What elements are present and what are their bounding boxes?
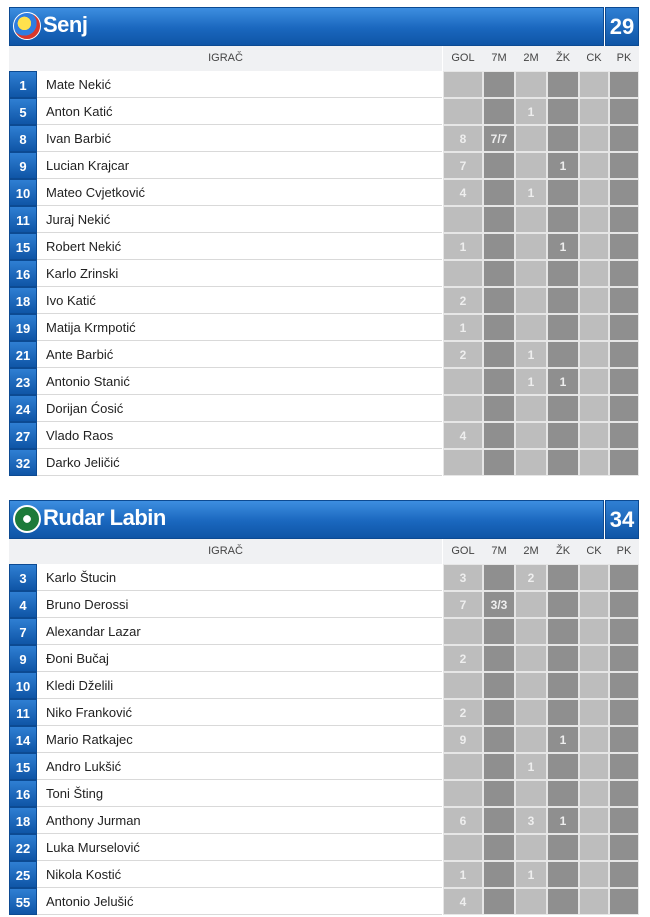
player-name[interactable]: Kledi Dželili	[37, 672, 442, 699]
stat-7m	[483, 206, 515, 233]
player-name[interactable]: Mateo Cvjetković	[37, 179, 442, 206]
player-row[interactable]	[9, 152, 639, 179]
stat-red-card	[579, 753, 609, 780]
player-row[interactable]	[9, 807, 639, 834]
stat-red-card	[579, 98, 609, 125]
column-header-yellow-card: ŽK	[547, 539, 579, 564]
player-number: 8	[9, 125, 37, 152]
stat-red-card	[579, 888, 609, 915]
stat-red-card	[579, 71, 609, 98]
stat-yellow-card	[547, 314, 579, 341]
player-number: 7	[9, 618, 37, 645]
stat-pk	[609, 726, 639, 753]
stat-goals	[443, 260, 483, 287]
stat-2m: 1	[515, 341, 547, 368]
player-name[interactable]: Luka Murselović	[37, 834, 442, 861]
stat-yellow-card	[547, 699, 579, 726]
stat-pk	[609, 861, 639, 888]
player-row[interactable]	[9, 591, 639, 618]
column-header-player: IGRAČ	[9, 539, 442, 564]
stat-goals	[443, 368, 483, 395]
stat-yellow-card	[547, 422, 579, 449]
stat-red-card	[579, 341, 609, 368]
player-row[interactable]	[9, 672, 639, 699]
stat-2m	[515, 699, 547, 726]
stat-7m	[483, 71, 515, 98]
player-number: 10	[9, 179, 37, 206]
stat-red-card	[579, 645, 609, 672]
stat-goals: 7	[443, 591, 483, 618]
stat-7m	[483, 564, 515, 591]
stat-7m	[483, 645, 515, 672]
player-name[interactable]: Ivan Barbić	[37, 125, 442, 152]
player-number: 16	[9, 780, 37, 807]
player-row[interactable]	[9, 287, 639, 314]
stat-7m	[483, 233, 515, 260]
player-name[interactable]: Karlo Zrinski	[37, 260, 442, 287]
stat-goals	[443, 71, 483, 98]
team-section-senj	[9, 7, 639, 471]
player-number: 24	[9, 395, 37, 422]
stat-red-card	[579, 395, 609, 422]
stat-pk	[609, 233, 639, 260]
stat-red-card	[579, 807, 609, 834]
stat-7m	[483, 152, 515, 179]
team-name: Senj	[43, 12, 88, 37]
stat-red-card	[579, 780, 609, 807]
player-name[interactable]: Bruno Derossi	[37, 591, 442, 618]
stat-7m	[483, 888, 515, 915]
stat-2m	[515, 233, 547, 260]
stat-yellow-card: 1	[547, 233, 579, 260]
stat-red-card	[579, 206, 609, 233]
stat-goals: 4	[443, 888, 483, 915]
player-row[interactable]	[9, 780, 639, 807]
stat-pk	[609, 834, 639, 861]
stat-pk	[609, 672, 639, 699]
team-banner	[9, 7, 639, 46]
stat-2m: 2	[515, 564, 547, 591]
player-row[interactable]	[9, 861, 639, 888]
stat-pk	[609, 341, 639, 368]
stat-2m	[515, 152, 547, 179]
stat-2m	[515, 206, 547, 233]
stat-red-card	[579, 834, 609, 861]
stat-pk	[609, 179, 639, 206]
stat-yellow-card	[547, 834, 579, 861]
stat-pk	[609, 780, 639, 807]
stat-2m	[515, 780, 547, 807]
stat-7m	[483, 179, 515, 206]
column-header-yellow-card: ŽK	[547, 46, 579, 71]
stat-red-card	[579, 726, 609, 753]
stat-goals: 4	[443, 179, 483, 206]
stat-red-card	[579, 699, 609, 726]
stat-red-card	[579, 861, 609, 888]
stat-7m: 7/7	[483, 125, 515, 152]
column-header-pk: PK	[609, 539, 639, 564]
stat-goals: 2	[443, 287, 483, 314]
stat-7m	[483, 834, 515, 861]
player-row[interactable]	[9, 395, 639, 422]
stat-7m	[483, 341, 515, 368]
club-crest-icon	[13, 12, 41, 40]
player-number: 18	[9, 287, 37, 314]
player-row[interactable]	[9, 368, 639, 395]
player-name[interactable]: Đoni Bučaj	[37, 645, 442, 672]
column-header-7m: 7M	[483, 539, 515, 564]
stat-7m	[483, 861, 515, 888]
stat-goals: 9	[443, 726, 483, 753]
stat-goals	[443, 834, 483, 861]
stat-yellow-card	[547, 618, 579, 645]
stat-yellow-card	[547, 125, 579, 152]
team-name: Rudar Labin	[43, 505, 166, 530]
player-number: 4	[9, 591, 37, 618]
stat-pk	[609, 152, 639, 179]
stat-7m	[483, 699, 515, 726]
player-number: 21	[9, 341, 37, 368]
player-name[interactable]: Mario Ratkajec	[37, 726, 442, 753]
player-number: 15	[9, 753, 37, 780]
stat-7m	[483, 422, 515, 449]
stat-pk	[609, 314, 639, 341]
stat-7m	[483, 753, 515, 780]
stat-red-card	[579, 591, 609, 618]
player-row[interactable]	[9, 564, 639, 591]
stat-2m	[515, 645, 547, 672]
stat-pk	[609, 888, 639, 915]
stat-7m: 3/3	[483, 591, 515, 618]
stat-goals: 7	[443, 152, 483, 179]
stat-goals	[443, 672, 483, 699]
player-name[interactable]: Anton Katić	[37, 98, 442, 125]
player-number: 27	[9, 422, 37, 449]
stat-goals: 2	[443, 699, 483, 726]
player-number: 19	[9, 314, 37, 341]
player-number: 14	[9, 726, 37, 753]
stat-pk	[609, 98, 639, 125]
player-number: 22	[9, 834, 37, 861]
stat-2m	[515, 422, 547, 449]
team-banner	[9, 500, 639, 539]
player-number: 10	[9, 672, 37, 699]
team-section-rudar-labin	[9, 500, 639, 910]
stat-red-card	[579, 422, 609, 449]
stat-2m	[515, 287, 547, 314]
stat-goals	[443, 98, 483, 125]
stat-pk	[609, 753, 639, 780]
player-row[interactable]	[9, 645, 639, 672]
stat-red-card	[579, 152, 609, 179]
stat-goals: 6	[443, 807, 483, 834]
stat-2m	[515, 71, 547, 98]
stat-yellow-card: 1	[547, 368, 579, 395]
stat-yellow-card	[547, 645, 579, 672]
player-name[interactable]: Antonio Jelušić	[37, 888, 442, 915]
player-row[interactable]	[9, 699, 639, 726]
stat-7m	[483, 618, 515, 645]
stat-2m	[515, 618, 547, 645]
player-name[interactable]: Karlo Štucin	[37, 564, 442, 591]
player-row[interactable]	[9, 888, 639, 915]
stat-pk	[609, 206, 639, 233]
player-row[interactable]	[9, 449, 639, 476]
player-number: 11	[9, 206, 37, 233]
player-name[interactable]: Matija Krmpotić	[37, 314, 442, 341]
stat-yellow-card	[547, 71, 579, 98]
stat-7m	[483, 449, 515, 476]
player-row[interactable]	[9, 233, 639, 260]
stat-red-card	[579, 449, 609, 476]
stat-pk	[609, 591, 639, 618]
stat-7m	[483, 98, 515, 125]
player-row[interactable]	[9, 726, 639, 753]
stat-red-card	[579, 672, 609, 699]
column-header-goals: GOL	[443, 46, 483, 71]
stat-pk	[609, 699, 639, 726]
stat-goals: 4	[443, 422, 483, 449]
stat-pk	[609, 71, 639, 98]
stat-red-card	[579, 314, 609, 341]
stat-7m	[483, 314, 515, 341]
team-name-bar	[9, 7, 604, 46]
stat-red-card	[579, 260, 609, 287]
stat-7m	[483, 672, 515, 699]
stat-goals: 3	[443, 564, 483, 591]
stat-red-card	[579, 233, 609, 260]
player-name[interactable]: Andro Lukšić	[37, 753, 442, 780]
stat-2m	[515, 834, 547, 861]
stat-yellow-card	[547, 341, 579, 368]
stat-yellow-card: 1	[547, 726, 579, 753]
column-header-red-card: CK	[579, 539, 609, 564]
stat-7m	[483, 726, 515, 753]
player-number: 32	[9, 449, 37, 476]
table-header	[9, 46, 639, 71]
stat-yellow-card	[547, 672, 579, 699]
player-number: 9	[9, 645, 37, 672]
player-name[interactable]: Dorijan Ćosić	[37, 395, 442, 422]
stat-red-card	[579, 564, 609, 591]
player-name[interactable]: Robert Nekić	[37, 233, 442, 260]
player-row[interactable]	[9, 618, 639, 645]
player-name[interactable]: Darko Jeličić	[37, 449, 442, 476]
table-header	[9, 539, 639, 564]
stat-goals: 1	[443, 233, 483, 260]
player-row[interactable]	[9, 98, 639, 125]
player-name[interactable]: Nikola Kostić	[37, 861, 442, 888]
player-row[interactable]	[9, 71, 639, 98]
stat-pk	[609, 287, 639, 314]
player-row[interactable]	[9, 422, 639, 449]
stat-2m	[515, 449, 547, 476]
stat-yellow-card	[547, 753, 579, 780]
stat-yellow-card	[547, 591, 579, 618]
stat-7m	[483, 368, 515, 395]
stat-yellow-card: 1	[547, 807, 579, 834]
player-row[interactable]	[9, 125, 639, 152]
stat-7m	[483, 395, 515, 422]
stat-goals	[443, 618, 483, 645]
stat-yellow-card	[547, 780, 579, 807]
stat-7m	[483, 780, 515, 807]
stat-2m	[515, 314, 547, 341]
player-name[interactable]: Mate Nekić	[37, 71, 442, 98]
player-row[interactable]	[9, 314, 639, 341]
stat-2m	[515, 726, 547, 753]
stat-2m: 1	[515, 861, 547, 888]
player-number: 23	[9, 368, 37, 395]
stat-pk	[609, 807, 639, 834]
player-row[interactable]	[9, 341, 639, 368]
stat-pk	[609, 260, 639, 287]
player-name[interactable]: Vlado Raos	[37, 422, 442, 449]
stat-yellow-card	[547, 395, 579, 422]
player-number: 25	[9, 861, 37, 888]
stat-2m	[515, 672, 547, 699]
player-row[interactable]	[9, 206, 639, 233]
team-name-bar	[9, 500, 604, 539]
player-number: 1	[9, 71, 37, 98]
stat-pk	[609, 422, 639, 449]
team-score: 29	[605, 7, 639, 46]
player-number: 55	[9, 888, 37, 915]
player-name[interactable]: Antonio Stanić	[37, 368, 442, 395]
player-row[interactable]	[9, 834, 639, 861]
stat-2m: 1	[515, 179, 547, 206]
stat-2m	[515, 395, 547, 422]
player-row[interactable]	[9, 260, 639, 287]
stat-pk	[609, 645, 639, 672]
stat-yellow-card	[547, 861, 579, 888]
stat-red-card	[579, 287, 609, 314]
stat-pk	[609, 564, 639, 591]
stat-7m	[483, 287, 515, 314]
stat-yellow-card	[547, 449, 579, 476]
stat-red-card	[579, 368, 609, 395]
stat-red-card	[579, 618, 609, 645]
player-name[interactable]: Juraj Nekić	[37, 206, 442, 233]
player-number: 9	[9, 152, 37, 179]
stat-2m	[515, 125, 547, 152]
column-header-7m: 7M	[483, 46, 515, 71]
player-name[interactable]: Ivo Katić	[37, 287, 442, 314]
stat-yellow-card	[547, 564, 579, 591]
stat-yellow-card: 1	[547, 152, 579, 179]
stat-yellow-card	[547, 287, 579, 314]
player-name[interactable]: Alexandar Lazar	[37, 618, 442, 645]
player-number: 16	[9, 260, 37, 287]
stat-yellow-card	[547, 260, 579, 287]
column-header-2m: 2M	[515, 539, 547, 564]
stat-2m: 1	[515, 98, 547, 125]
stat-goals: 1	[443, 314, 483, 341]
player-name[interactable]: Lucian Krajcar	[37, 152, 442, 179]
player-number: 11	[9, 699, 37, 726]
stat-goals: 2	[443, 341, 483, 368]
stat-2m	[515, 591, 547, 618]
stat-goals	[443, 449, 483, 476]
player-number: 15	[9, 233, 37, 260]
stat-goals: 2	[443, 645, 483, 672]
stat-goals: 8	[443, 125, 483, 152]
player-name[interactable]: Niko Franković	[37, 699, 442, 726]
player-row[interactable]	[9, 753, 639, 780]
stat-2m	[515, 888, 547, 915]
stat-yellow-card	[547, 179, 579, 206]
player-number: 5	[9, 98, 37, 125]
stat-goals	[443, 780, 483, 807]
stat-red-card	[579, 179, 609, 206]
stat-goals: 1	[443, 861, 483, 888]
column-header-goals: GOL	[443, 539, 483, 564]
handball-ball-icon	[13, 505, 41, 533]
stat-red-card	[579, 125, 609, 152]
stat-pk	[609, 618, 639, 645]
player-name[interactable]: Ante Barbić	[37, 341, 442, 368]
stat-yellow-card	[547, 888, 579, 915]
player-name[interactable]: Toni Šting	[37, 780, 442, 807]
player-number: 18	[9, 807, 37, 834]
player-row[interactable]	[9, 179, 639, 206]
player-number: 3	[9, 564, 37, 591]
stat-goals	[443, 206, 483, 233]
stat-2m	[515, 260, 547, 287]
player-name[interactable]: Anthony Jurman	[37, 807, 442, 834]
stat-pk	[609, 395, 639, 422]
column-header-red-card: CK	[579, 46, 609, 71]
column-header-2m: 2M	[515, 46, 547, 71]
stat-goals	[443, 753, 483, 780]
column-header-pk: PK	[609, 46, 639, 71]
stat-pk	[609, 449, 639, 476]
stat-2m: 1	[515, 753, 547, 780]
team-score: 34	[605, 500, 639, 539]
stat-7m	[483, 260, 515, 287]
stat-yellow-card	[547, 206, 579, 233]
stat-7m	[483, 807, 515, 834]
stat-2m: 3	[515, 807, 547, 834]
stat-yellow-card	[547, 98, 579, 125]
stat-pk	[609, 368, 639, 395]
column-header-player: IGRAČ	[9, 46, 442, 71]
stat-pk	[609, 125, 639, 152]
stat-2m: 1	[515, 368, 547, 395]
stat-goals	[443, 395, 483, 422]
